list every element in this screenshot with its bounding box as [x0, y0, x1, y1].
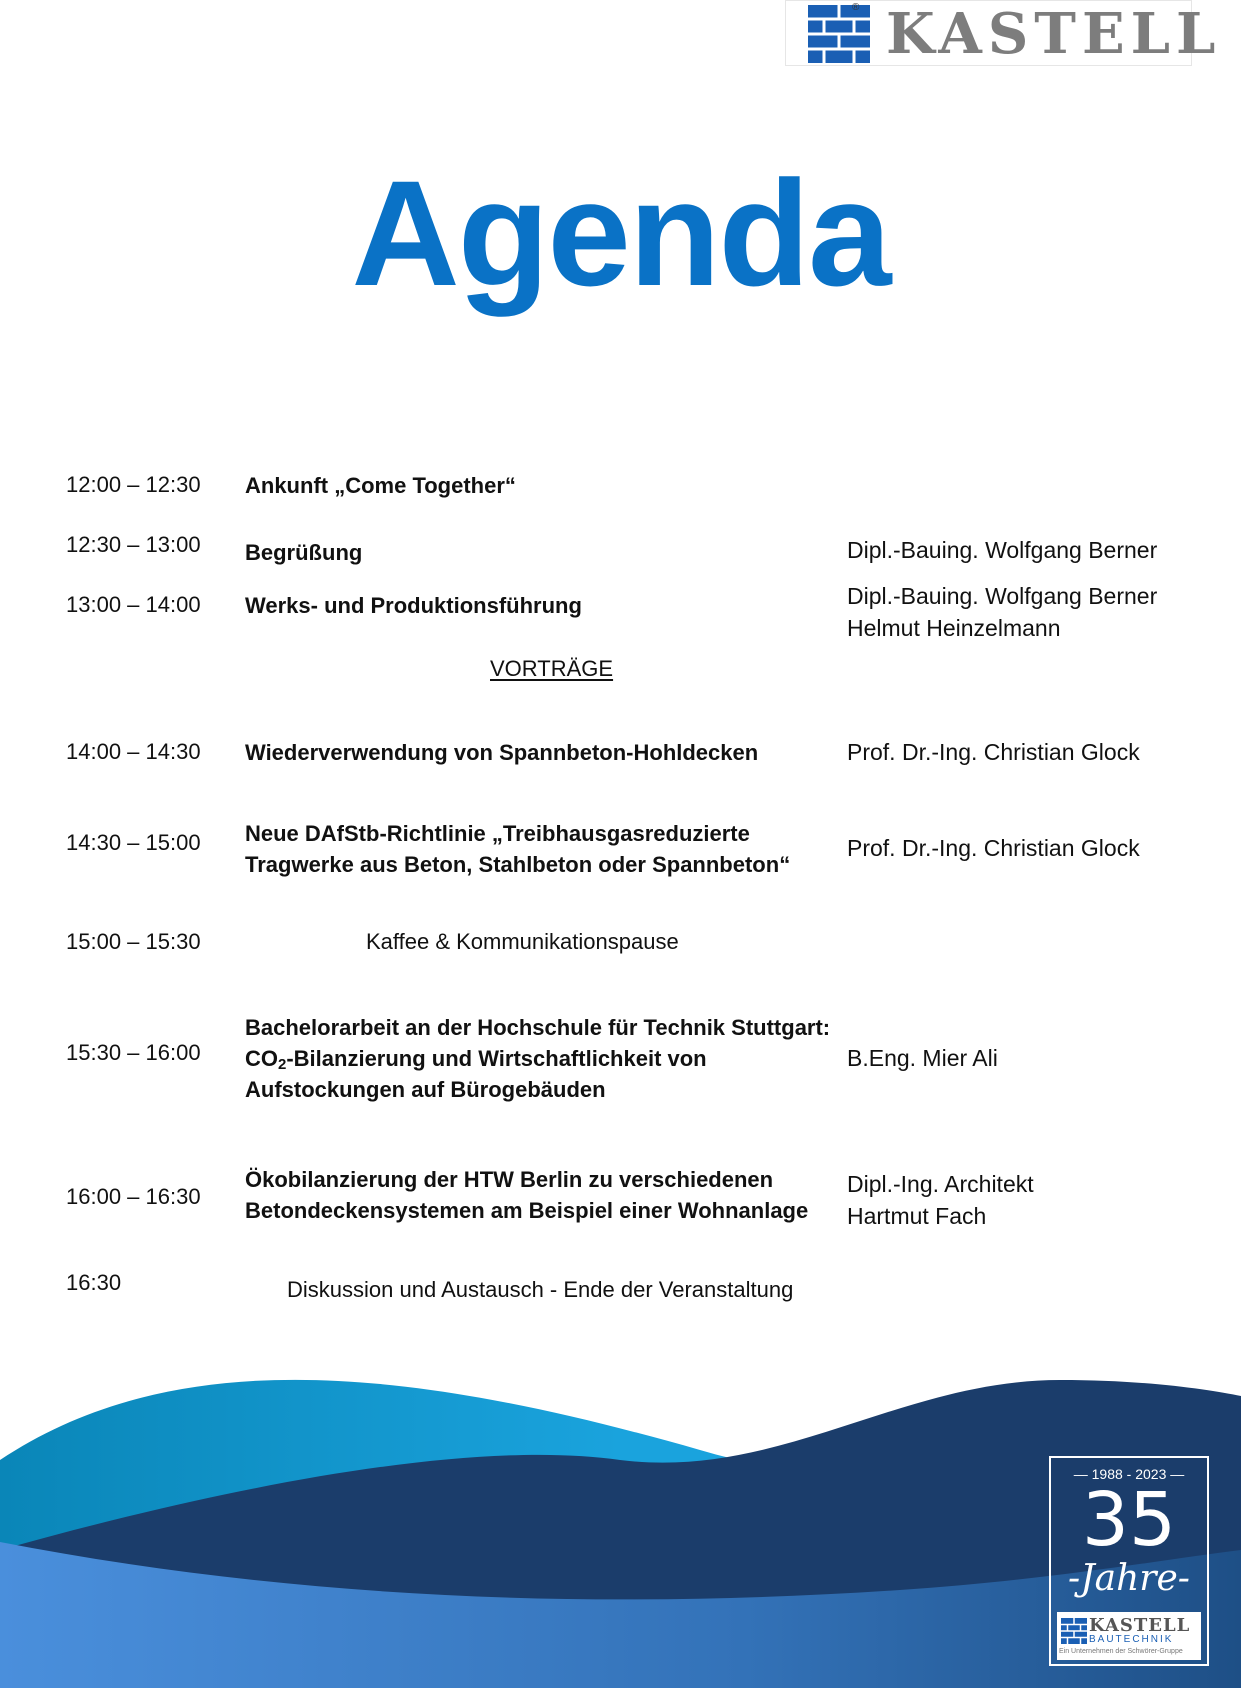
- agenda-speaker: Prof. Dr.-Ing. Christian Glock: [847, 739, 1140, 765]
- agenda-topic: Tragwerke aus Beton, Stahlbeton oder Spannbeton“: [245, 852, 791, 877]
- agenda-speaker: Hartmut Fach: [847, 1203, 987, 1229]
- section-heading-vortraege: VORTRÄGE: [490, 656, 614, 681]
- co2-text: CO: [245, 1046, 278, 1071]
- agenda-speaker: Dipl.-Ing. Architekt: [847, 1171, 1034, 1197]
- agenda-topic: Ankunft „Come Together“: [245, 473, 516, 498]
- agenda-topic: Begrüßung: [245, 540, 363, 565]
- agenda-topic: Bachelorarbeit an der Hochschule für Technik Stuttgart:: [245, 1015, 831, 1040]
- badge-number: 35: [1081, 1477, 1177, 1563]
- brick-logo-icon: [808, 5, 870, 63]
- registered-mark: ®: [852, 2, 860, 13]
- agenda-time: 12:30 – 13:00: [66, 532, 201, 557]
- agenda-speaker: Dipl.-Bauing. Wolfgang Berner: [847, 583, 1158, 609]
- agenda-time: 13:00 – 14:00: [66, 592, 201, 617]
- agenda-break: Kaffee & Kommunikationspause: [366, 929, 679, 954]
- brick-logo-icon: [1061, 1618, 1087, 1644]
- badge-bautechnik: BAUTECHNIK: [1089, 1634, 1174, 1645]
- agenda-time: 16:00 – 16:30: [66, 1184, 201, 1209]
- agenda-topic: Neue DAfStb-Richtlinie „Treibhausgasreduzierte: [245, 821, 750, 846]
- logo-wordmark: KASTELL: [886, 1, 1222, 67]
- agenda-speaker: Prof. Dr.-Ing. Christian Glock: [847, 835, 1140, 861]
- agenda-time: 12:00 – 12:30: [66, 472, 201, 497]
- agenda-topic: Betondeckensystemen am Beispiel einer Wohnanlage: [245, 1198, 809, 1223]
- agenda-topic: Wiederverwendung von Spannbeton-Hohldecken: [245, 740, 759, 765]
- agenda-topic: Aufstockungen auf Bürogebäuden: [245, 1077, 606, 1102]
- agenda-break: Diskussion und Austausch - Ende der Veranstaltung: [287, 1277, 794, 1302]
- page-title: Agenda: [351, 149, 890, 317]
- anniversary-badge: [1049, 1456, 1209, 1666]
- agenda-time: 14:00 – 14:30: [66, 739, 201, 764]
- badge-jahre: -Jahre-: [1068, 1558, 1190, 1599]
- agenda-time: 15:00 – 15:30: [66, 929, 201, 954]
- agenda-time: 15:30 – 16:00: [66, 1040, 201, 1065]
- agenda-time: 16:30: [66, 1270, 122, 1295]
- agenda-topic: Ökobilanzierung der HTW Berlin zu verschiedenen: [245, 1167, 774, 1192]
- agenda-topic: Werks- und Produktionsführung: [245, 593, 582, 618]
- agenda-speaker: Dipl.-Bauing. Wolfgang Berner: [847, 537, 1158, 563]
- badge-logo: [1057, 1612, 1201, 1660]
- agenda-time: 14:30 – 15:00: [66, 830, 201, 855]
- badge-subline: Ein Unternehmen der Schwörer-Gruppe: [1059, 1648, 1183, 1655]
- kastell-logo: [785, 0, 1222, 67]
- badge-years: — 1988 - 2023 —: [1073, 1466, 1185, 1482]
- topic-continuation: -Bilanzierung und Wirtschaftlichkeit von: [286, 1046, 707, 1071]
- agenda-speaker: B.Eng. Mier Ali: [847, 1045, 998, 1071]
- badge-kastell: KASTELL: [1089, 1615, 1191, 1636]
- agenda-speaker: Helmut Heinzelmann: [847, 615, 1061, 641]
- co2-subscript: 2: [278, 1056, 287, 1073]
